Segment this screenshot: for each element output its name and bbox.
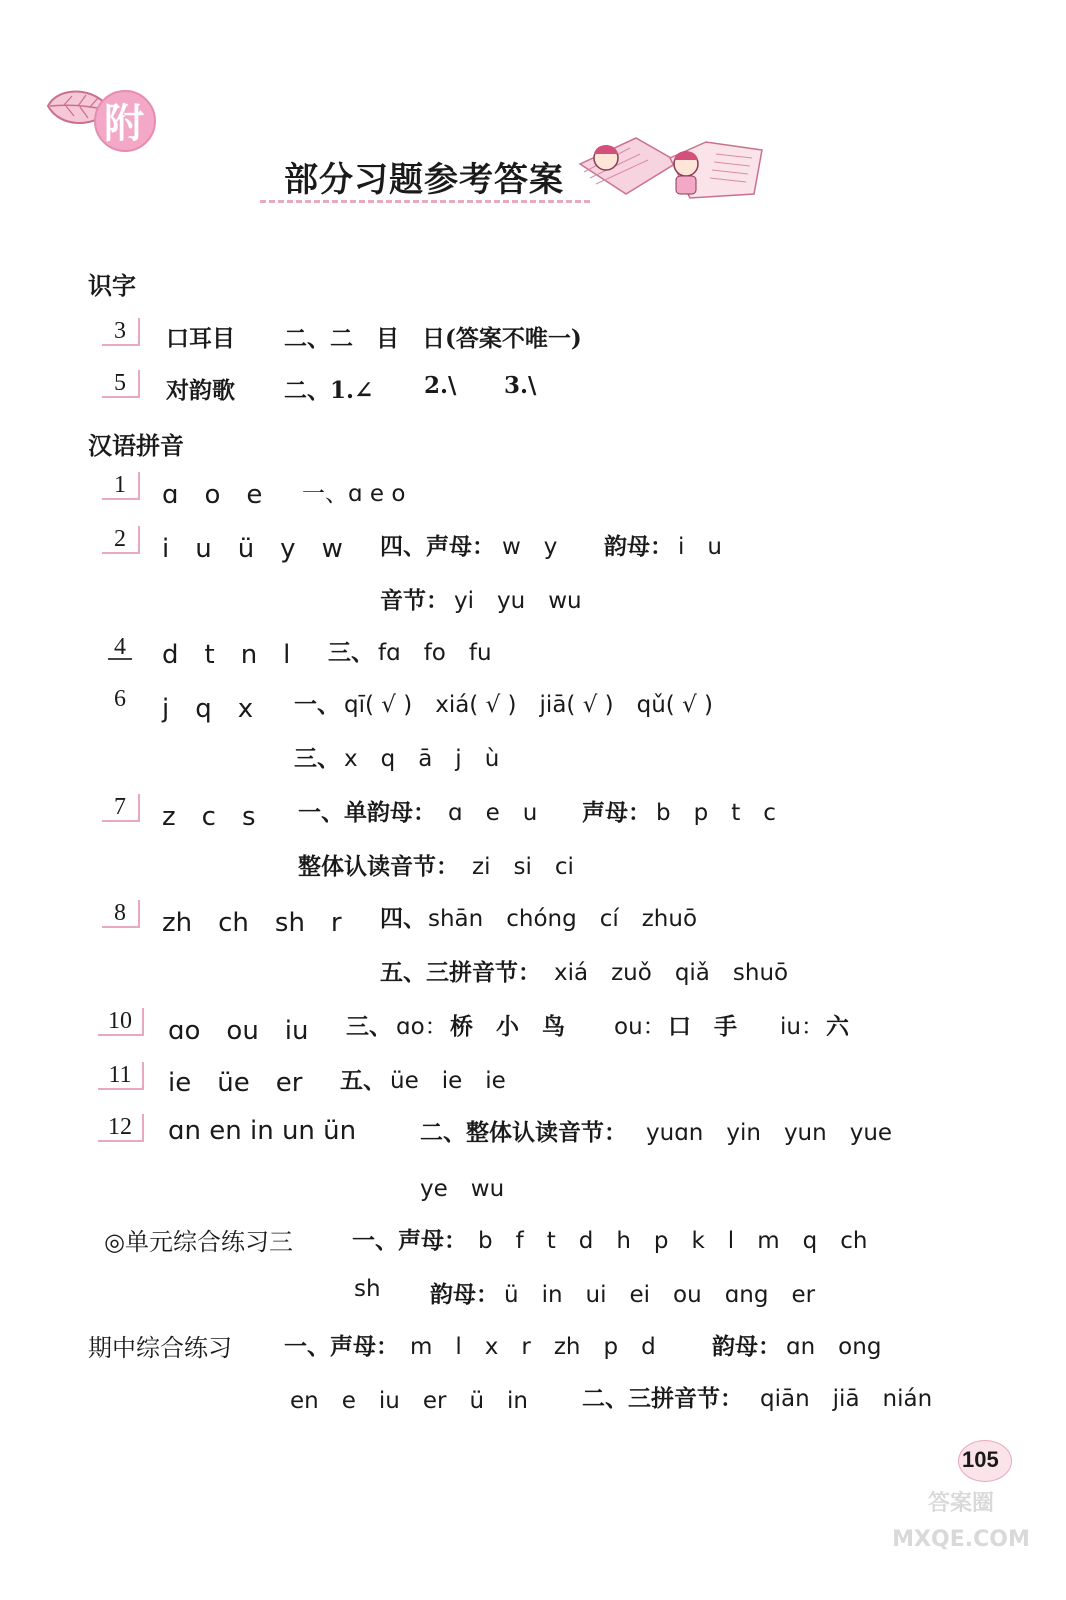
answer-text: iu： bbox=[780, 1014, 824, 1040]
unit-exercise-label: ◎单元综合练习三 bbox=[104, 1228, 293, 1256]
answer-text: 3.\ bbox=[504, 372, 537, 399]
answer-text: 对韵歌 bbox=[166, 377, 235, 404]
answer-label: 二、整体认读音节： bbox=[420, 1119, 627, 1146]
answer-text: i u bbox=[678, 534, 722, 560]
answer-text: yi yu wu bbox=[454, 588, 582, 614]
answer-text: sh bbox=[354, 1276, 381, 1302]
answer-text: w y bbox=[502, 534, 558, 560]
lesson-letters: ie üe er bbox=[168, 1068, 303, 1098]
answer-text: 口 手 bbox=[668, 1013, 737, 1040]
lesson-letters: ɑn en in un ün bbox=[168, 1116, 357, 1146]
answer-text: 二、二 目 日(答案不唯一) bbox=[284, 325, 582, 352]
answer-text: b p t c bbox=[656, 800, 776, 826]
answer-label: 韵母： bbox=[712, 1333, 781, 1360]
answer-label: 三、 bbox=[346, 1013, 392, 1040]
answer-text: ye wu bbox=[420, 1176, 505, 1202]
lesson-number: 12 bbox=[102, 1114, 138, 1141]
lesson-number: 2 bbox=[106, 526, 134, 553]
answer-text: qiān jiā nián bbox=[760, 1386, 933, 1412]
lesson-letters: d t n l bbox=[162, 640, 291, 670]
lesson-number: 11 bbox=[102, 1062, 138, 1089]
lesson-letters: z c s bbox=[162, 802, 256, 832]
answer-text: yuɑn yin yun yue bbox=[646, 1120, 893, 1146]
lesson-number: 3 bbox=[106, 318, 134, 345]
answer-label: 一、声母： bbox=[352, 1227, 467, 1254]
answer-label: 声母： bbox=[582, 799, 651, 826]
page-title: 部分习题参考答案 bbox=[284, 160, 564, 200]
answer-label: 四、 bbox=[380, 905, 426, 932]
answer-label: 二、三拼音节： bbox=[582, 1385, 743, 1412]
answer-text: shān chóng cí zhuō bbox=[428, 906, 698, 932]
answer-text: 六 bbox=[826, 1013, 849, 1040]
lesson-letters: j q x bbox=[162, 694, 254, 724]
answer-text: 2.\ bbox=[424, 372, 457, 399]
answer-label: 五、 bbox=[340, 1067, 386, 1094]
lesson-number: 4 bbox=[106, 634, 134, 661]
answer-text: fɑ fo fu bbox=[378, 640, 492, 666]
answer-label: 三、 bbox=[294, 745, 340, 772]
answer-label: 四、声母： bbox=[380, 533, 495, 560]
answer-label: 一、单韵母： bbox=[298, 799, 436, 826]
answer-text: xiá zuǒ qiǎ shuō bbox=[554, 960, 789, 986]
lesson-number: 7 bbox=[106, 794, 134, 821]
answer-text: qī( √ ) xiá( √ ) jiā( √ ) qǔ( √ ) bbox=[344, 692, 714, 718]
answer-text: 口耳目 bbox=[166, 325, 235, 352]
kids-reading-illustration bbox=[566, 128, 772, 208]
answer-label: 一、声母： bbox=[284, 1333, 399, 1360]
lesson-letters: ɑo ou iu bbox=[168, 1016, 309, 1046]
answer-text: ɑo： bbox=[396, 1014, 448, 1040]
lesson-number: 5 bbox=[106, 370, 134, 397]
answer-text: ɑn ong bbox=[786, 1334, 882, 1360]
answer-label: 五、三拼音节： bbox=[380, 959, 541, 986]
answer-label: 一、 bbox=[294, 691, 340, 718]
title-dashed-rule bbox=[260, 200, 590, 203]
answer-text: zi si ci bbox=[472, 854, 574, 880]
watermark-logo: 答案圈 MXQE.COM bbox=[892, 1491, 1030, 1552]
answer-label: 音节： bbox=[380, 587, 449, 614]
appendix-badge-char: 附 bbox=[104, 101, 144, 147]
answer-text: en e iu er ü in bbox=[290, 1388, 528, 1414]
lesson-number: 1 bbox=[106, 472, 134, 499]
lesson-number: 8 bbox=[106, 900, 134, 927]
section-heading-shizi: 识字 bbox=[88, 272, 136, 300]
section-heading-pinyin: 汉语拼音 bbox=[88, 432, 184, 460]
answer-text: x q ā j ù bbox=[344, 746, 500, 772]
answer-text: ou： bbox=[614, 1014, 666, 1040]
answer-text: ɑ e u bbox=[448, 800, 538, 826]
answer-text: 桥 小 鸟 bbox=[450, 1013, 565, 1040]
answer-label: 韵母： bbox=[604, 533, 673, 560]
answer-label: 韵母： bbox=[430, 1281, 499, 1308]
answer-text: üe ie ie bbox=[390, 1068, 506, 1094]
lesson-letters: i u ü y w bbox=[162, 534, 343, 564]
lesson-letters: ɑ o e bbox=[162, 480, 263, 510]
lesson-letters: zh ch sh r bbox=[162, 908, 342, 938]
answer-label: 三、 bbox=[328, 639, 374, 666]
page-number: 105 bbox=[962, 1447, 999, 1472]
answer-text: b f t d h p k l m q ch bbox=[478, 1228, 868, 1254]
answer-text: 一、ɑ e o bbox=[302, 481, 406, 507]
lesson-number: 6 bbox=[114, 686, 126, 712]
midterm-exercise-label: 期中综合练习 bbox=[88, 1334, 232, 1362]
answer-text: m l x r zh p d bbox=[410, 1334, 656, 1360]
answer-text: 二、1.∠ bbox=[284, 377, 374, 404]
answer-label: 整体认读音节： bbox=[298, 853, 459, 880]
lesson-number: 10 bbox=[102, 1008, 138, 1035]
answer-text: ü in ui ei ou ɑng er bbox=[504, 1282, 816, 1308]
